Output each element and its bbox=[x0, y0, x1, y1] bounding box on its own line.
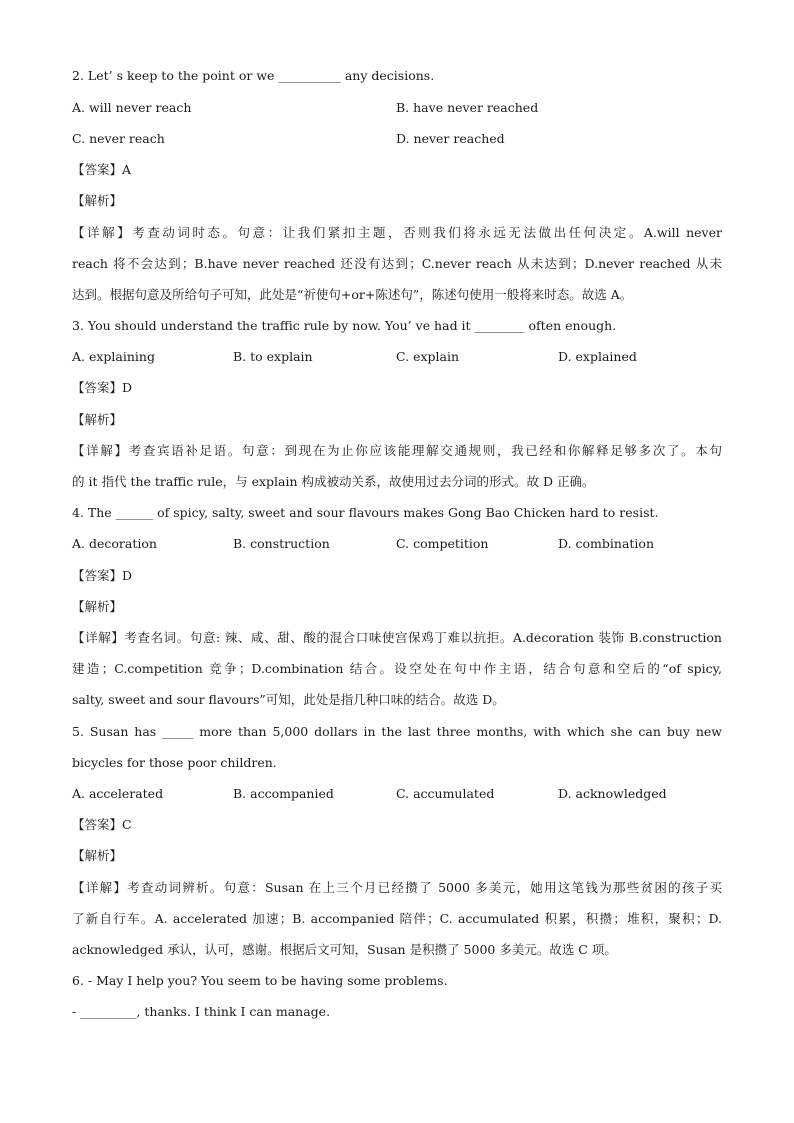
detail-text: 考查动词辨析。句意：Susan 在上三个月已经攒了 5000 多美元，她用这笔钱为那些贫困的孩子买 bbox=[127, 880, 722, 895]
q5-analysis-tag: 【解析】 bbox=[72, 848, 123, 863]
answer-value: C bbox=[122, 817, 132, 832]
detail-tag: 【详解】 bbox=[72, 880, 128, 895]
detail-tag: 【详解】 bbox=[72, 443, 129, 458]
answer-value: A bbox=[122, 162, 132, 177]
detail-text: 考查宾语补足语。句意：到现在为止你应该能理解交通规则，我已经和你解释足够多次了。本句 bbox=[128, 443, 722, 458]
q3-option-c: C. explain bbox=[396, 349, 460, 364]
q6-stem: 6. - May I help you? You seem to be having some problems. bbox=[72, 973, 448, 988]
q4-answer bbox=[72, 568, 132, 584]
q3-detail-line-2: 的 it 指代 the traffic rule，与 explain 构成被动关系，故使用过去分词的形式。故 D 正确。 bbox=[72, 474, 595, 489]
q5-option-d: D. acknowledged bbox=[558, 786, 667, 801]
detail-tag: 【详解】 bbox=[72, 630, 125, 645]
q4-analysis-tag: 【解析】 bbox=[72, 599, 123, 614]
q5-stem-line-1: 5. Susan has _____ more than 5,000 dollars in the last three months, with which she can buy new bbox=[72, 724, 722, 739]
q2-answer bbox=[72, 162, 131, 178]
q6-reply: - _________, thanks. I think I can manage. bbox=[72, 1004, 331, 1019]
q5-answer bbox=[72, 817, 132, 833]
q4-detail-line-1 bbox=[72, 630, 722, 646]
q3-option-d: D. explained bbox=[558, 349, 637, 364]
q5-detail-line-3: acknowledged 承认，认可，感谢。根据后文可知，Susan 是积攒了 5000 多美元。故选 C 项。 bbox=[72, 942, 617, 957]
answer-tag: 【答案】 bbox=[72, 817, 123, 832]
q5-option-b: B. accompanied bbox=[233, 786, 334, 801]
q2-detail-line-2: reach 将不会达到；B.have never reached 还没有达到；C.never reach 从未达到；D.never reached 从未 bbox=[72, 256, 722, 271]
q2-option-b: B. have never reached bbox=[396, 100, 539, 115]
q2-option-c: C. never reach bbox=[72, 131, 165, 146]
q3-stem: 3. You should understand the traffic rule by now. You’ ve had it ________ often enough. bbox=[72, 318, 617, 333]
q2-stem: 2. Let’ s keep to the point or we __________ any decisions. bbox=[72, 68, 435, 83]
answer-tag: 【答案】 bbox=[72, 568, 123, 583]
q2-option-a: A. will never reach bbox=[72, 100, 192, 115]
q2-analysis-tag: 【解析】 bbox=[72, 193, 123, 208]
q2-option-d: D. never reached bbox=[396, 131, 505, 146]
detail-tag: 【详解】 bbox=[72, 225, 133, 240]
q3-option-a: A. explaining bbox=[72, 349, 155, 364]
q3-analysis-tag: 【解析】 bbox=[72, 412, 123, 427]
answer-value: D bbox=[122, 568, 133, 583]
q4-detail-line-3: salty, sweet and sour flavours”可知，此处是指几种口味的结合。故选 D。 bbox=[72, 692, 505, 707]
q5-option-a: A. accelerated bbox=[72, 786, 164, 801]
q4-stem: 4. The ______ of spicy, salty, sweet and sour flavours makes Gong Bao Chicken hard to resist. bbox=[72, 505, 659, 520]
q5-detail-line-1 bbox=[72, 880, 722, 896]
q4-option-a: A. decoration bbox=[72, 536, 157, 551]
q3-option-b: B. to explain bbox=[233, 349, 313, 364]
answer-tag: 【答案】 bbox=[72, 162, 123, 177]
q3-detail-line-1 bbox=[72, 443, 722, 459]
q2-detail-line-1 bbox=[72, 225, 722, 241]
detail-text: 考查动词时态。句意：让我们紧扣主题，否则我们将永远无法做出任何决定。A.will never bbox=[132, 225, 722, 240]
q4-option-d: D. combination bbox=[558, 536, 655, 551]
q4-detail-line-2: 建造；C.competition 竞争；D.combination 结合。设空处在句中作主语，结合句意和空后的“of spicy, bbox=[72, 661, 722, 676]
q5-detail-line-2: 了新自行车。A. accelerated 加速；B. accompanied 陪伴；C. accumulated 积累，积攒；堆积，聚积；D. bbox=[72, 911, 722, 926]
q4-option-c: C. competition bbox=[396, 536, 489, 551]
detail-text: 考查名词。句意: 辣、咸、甜、酸的混合口味使宫保鸡丁难以抗拒。A.decoration 装饰 B.construction bbox=[124, 630, 722, 645]
q5-option-c: C. accumulated bbox=[396, 786, 495, 801]
answer-value: D bbox=[122, 380, 133, 395]
q3-answer bbox=[72, 380, 132, 396]
q2-detail-line-3: 达到。根据句意及所给句子可知，此处是“祈使句+or+陈述句”，陈述句使用一般将来时态。故选 A。 bbox=[72, 287, 633, 302]
answer-tag: 【答案】 bbox=[72, 380, 123, 395]
q4-option-b: B. construction bbox=[233, 536, 330, 551]
q5-stem-line-2: bicycles for those poor children. bbox=[72, 755, 277, 770]
